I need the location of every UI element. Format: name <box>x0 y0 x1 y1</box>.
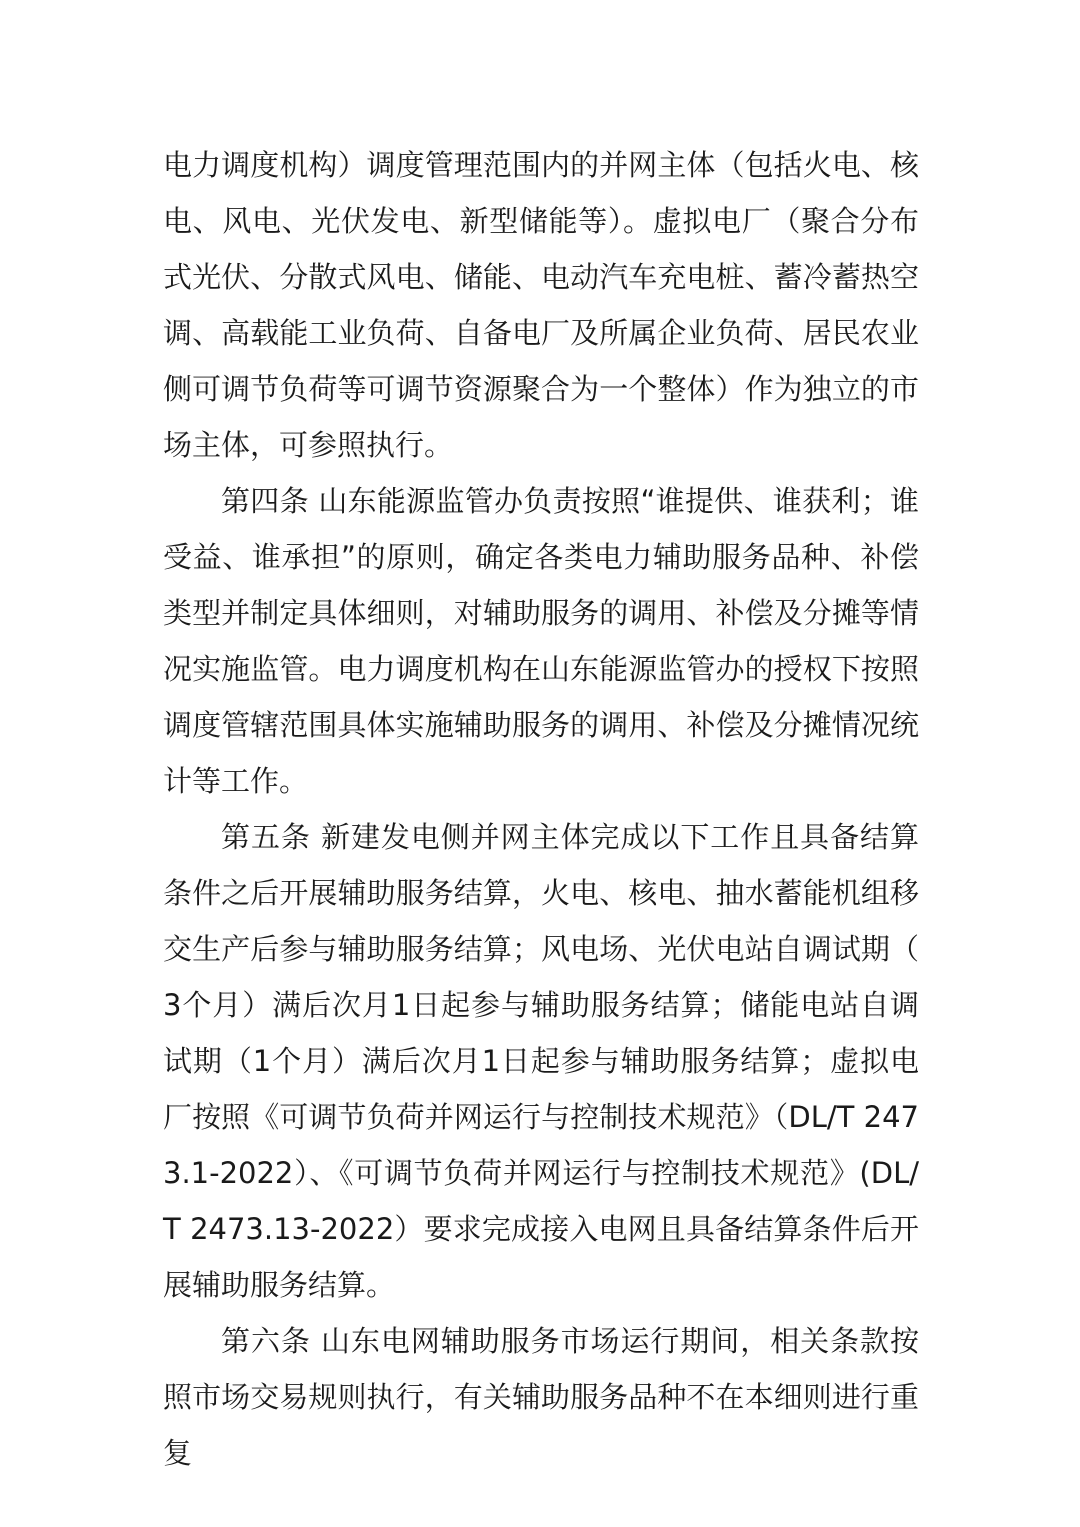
paragraph-article-5: 第五条 新建发电侧并网主体完成以下工作且具备结算条件之后开展辅助服务结算，火电、核电、抽水蓄能机组移交生产后参与辅助服务结算；风电场、光伏电站自调试期（3个月）满后次月1日起参与辅助服务结算；储能电站自调试期（1个月）满后次月1日起参与辅助服务结算；虚拟电厂按照《可调节负荷并网运行与控制技术规范》（DL/T 2473.1-2022）、《可调节负荷并网运行与控制技术规范》(DL/T 2473.13-2022）要求完成接入电网且具备结算条件后开展辅助服务结算。 <box>163 820 919 1302</box>
paragraph-article-4: 第四条 山东能源监管办负责按照“谁提供、谁获利；谁受益、谁承担”的原则，确定各类电力辅助服务品种、补偿类型并制定具体细则，对辅助服务的调用、补偿及分摊等情况实施监管。电力调度机构在山东能源监管办的授权下按照调度管辖范围具体实施辅助服务的调用、补偿及分摊情况统计等工作。 <box>163 484 919 798</box>
paragraph-continuation: 电力调度机构）调度管理范围内的并网主体（包括火电、核电、风电、光伏发电、新型储能等）。虚拟电厂（聚合分布式光伏、分散式风电、储能、电动汽车充电桩、蓄冷蓄热空调、高载能工业负荷、自备电厂及所属企业负荷、居民农业侧可调节负荷等可调节资源聚合为一个整体）作为独立的市场主体，可参照执行。 <box>163 148 919 462</box>
paragraph-article-6: 第六条 山东电网辅助服务市场运行期间，相关条款按照市场交易规则执行，有关辅助服务品种不在本细则进行重复 <box>163 1324 919 1470</box>
document-body <box>163 137 919 1481</box>
